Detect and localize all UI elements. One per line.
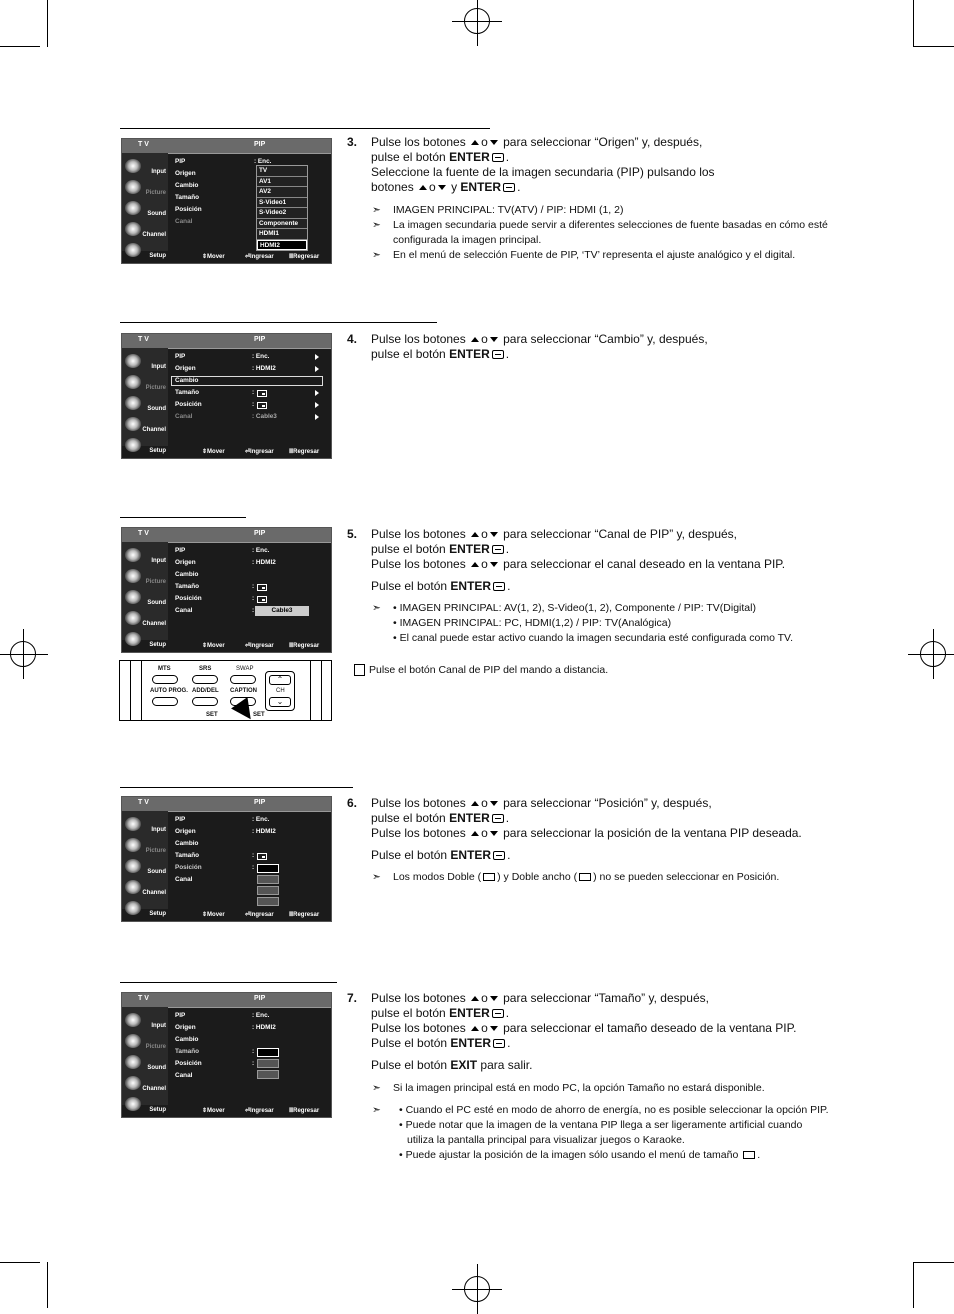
source-option[interactable]: S-Video1	[257, 198, 307, 209]
menu-header	[122, 528, 331, 543]
picture-icon	[125, 838, 141, 852]
tamano-value: :	[252, 852, 255, 859]
auto-prog-label: AUTO PROG.	[150, 688, 188, 694]
mts-label: MTS	[158, 666, 171, 672]
step-number: 7.	[347, 991, 358, 1005]
menu-item-pip[interactable]: PIP	[175, 547, 186, 554]
source-option[interactable]: HDMI1	[257, 229, 307, 240]
sound-icon	[125, 590, 141, 604]
category-channel[interactable]: Channel	[124, 1074, 168, 1094]
menu-item-pip[interactable]: PIP	[175, 353, 186, 360]
menu-item-pip[interactable]: PIP	[175, 158, 186, 165]
swap-label: SWAP	[236, 666, 254, 672]
source-option[interactable]: AV1	[257, 177, 307, 188]
section-rule	[120, 787, 353, 788]
down-arrow-icon	[490, 532, 498, 537]
picture-icon	[125, 569, 141, 583]
menu-footer	[168, 909, 331, 921]
down-arrow-icon	[490, 562, 498, 567]
crop-mark	[0, 46, 40, 47]
arrow-right-icon	[315, 390, 319, 396]
srs-button[interactable]	[192, 675, 218, 684]
up-arrow-icon	[471, 562, 479, 567]
up-arrow-icon	[471, 831, 479, 836]
pip-value: : Enc.	[252, 1012, 270, 1019]
remote-edge	[130, 661, 142, 720]
menu-item-pip[interactable]: PIP	[175, 816, 186, 823]
menu-item-tamano[interactable]: Tamaño	[175, 1048, 200, 1055]
footer-mover: ⇕Mover	[202, 643, 225, 649]
channel-icon	[125, 222, 141, 236]
footer-regresar: ⅢRegresar	[289, 254, 320, 260]
tv-menu-screen-tamano	[121, 992, 332, 1118]
menu-header	[122, 139, 331, 154]
step-7: 7. Pulse los botones o para seleccionar “Tamaño” y, después, pulse el botón ENTER . Pulse los botones o para seleccionar el tamaño deseado de la ventana PIP. Pulse el botón ENTER . Pulse el botón EXIT para salir.	[347, 991, 797, 1072]
tv-label: T V	[138, 995, 149, 1002]
enter-icon	[493, 582, 505, 591]
category-sound[interactable]: Sound	[124, 394, 168, 414]
setup-icon	[125, 901, 141, 915]
size-option-double[interactable]	[257, 1059, 279, 1068]
source-option[interactable]: TV	[257, 166, 307, 177]
srs-label: SRS	[199, 666, 212, 672]
note-7b: ➣ • Cuando el PC esté en modo de ahorro de energía, no es posible seleccionar la opción PIP. • Puede notar que la imagen de la ventana PIP llega a ser ligeramente artificial cuando utiliza la pantalla principal para visualizar juegos o Karaoke. • Puede ajustar la posición de la imagen sólo usando el menú de tamaño .	[372, 1104, 829, 1161]
picture-icon	[125, 1034, 141, 1048]
menu-item-cambio[interactable]: Cambio	[175, 377, 199, 384]
posicion-value: :	[252, 864, 255, 871]
category-channel[interactable]: Channel	[124, 609, 168, 629]
tamano-value: :	[252, 1048, 255, 1055]
crop-mark	[914, 1262, 954, 1263]
source-dropdown[interactable]	[256, 165, 308, 251]
tv-label: T V	[138, 799, 149, 806]
pip-value: : Enc.	[254, 158, 272, 165]
step-number: 4.	[347, 332, 358, 346]
arrow-right-icon	[315, 354, 319, 360]
size-option-double-wide[interactable]	[257, 1070, 279, 1079]
menu-item-posicion[interactable]: Posición	[175, 1060, 202, 1067]
note-marker-icon: ➣	[372, 249, 381, 261]
footer-ingresar: ⏎Ingresar	[245, 912, 274, 918]
menu-footer	[168, 640, 331, 652]
ch-label: CH	[276, 688, 285, 694]
category-channel[interactable]: Channel	[124, 220, 168, 240]
double-wide-mode-icon	[579, 873, 591, 881]
swap-button[interactable]	[230, 675, 256, 684]
footer-mover: ⇕Mover	[202, 912, 225, 918]
up-arrow-icon	[471, 996, 479, 1001]
note-marker-icon: ➣	[372, 219, 381, 231]
position-option[interactable]	[257, 875, 279, 884]
step-3: 3. Pulse los botones o para seleccionar “Origen” y, después, pulse el botón ENTER . Seleccione la fuente de la imagen secundaria (PIP) pulsando los botones o y ENTER .	[347, 135, 715, 194]
channel-icon	[125, 611, 141, 625]
menu-item-origen[interactable]: Origen	[175, 828, 196, 835]
category-setup[interactable]: Setup	[124, 630, 168, 650]
menu-header	[122, 797, 331, 812]
tv-label: T V	[138, 530, 149, 537]
menu-item-canal[interactable]: Canal	[175, 607, 193, 614]
picture-icon	[125, 180, 141, 194]
menu-item-pip[interactable]: PIP	[175, 1012, 186, 1019]
step-number: 6.	[347, 796, 358, 810]
size-small-icon	[743, 1151, 755, 1159]
channel-icon	[125, 417, 141, 431]
size-icon	[257, 853, 267, 860]
category-input[interactable]: Input	[124, 157, 168, 177]
setup-icon	[125, 632, 141, 646]
tv-menu-screen-cambio	[121, 333, 332, 459]
registration-mark-icon	[464, 1276, 490, 1302]
registration-mark-icon	[10, 641, 36, 667]
category-input[interactable]: Input	[124, 815, 168, 835]
up-arrow-icon	[471, 532, 479, 537]
tamano-value: :	[252, 583, 255, 590]
menu-item-tamano[interactable]: Tamaño	[175, 194, 200, 201]
tv-label: T V	[138, 141, 149, 148]
enter-icon	[492, 814, 504, 823]
ch-down-button[interactable]: ⌄	[269, 697, 291, 707]
menu-item-posicion[interactable]: Posición	[175, 864, 202, 871]
category-channel[interactable]: Channel	[124, 415, 168, 435]
setup-icon	[125, 438, 141, 452]
crop-mark	[47, 1262, 48, 1308]
menu-footer	[168, 1105, 331, 1117]
position-option-selected[interactable]	[257, 864, 279, 873]
setup-icon	[125, 1097, 141, 1111]
arrow-right-icon	[315, 366, 319, 372]
posicion-value: :	[252, 595, 255, 602]
enter-icon	[492, 545, 504, 554]
ch-up-button[interactable]: ⌃	[269, 675, 291, 685]
arrow-right-icon	[315, 402, 319, 408]
input-icon	[125, 1013, 141, 1027]
menu-item-canal[interactable]: Canal	[175, 218, 193, 225]
category-input[interactable]: Input	[124, 546, 168, 566]
channel-icon	[125, 1076, 141, 1090]
step-number: 3.	[347, 135, 358, 149]
enter-icon	[492, 1009, 504, 1018]
origen-value: : HDMI2	[252, 559, 276, 566]
category-sound[interactable]: Sound	[124, 199, 168, 219]
step-4: 4. Pulse los botones o para seleccionar “Cambio” y, después, pulse el botón ENTER .	[347, 332, 708, 361]
category-picture[interactable]: Picture	[124, 1032, 168, 1052]
menu-sidebar	[122, 153, 168, 259]
position-option[interactable]	[257, 897, 279, 906]
enter-icon	[493, 851, 505, 860]
footer-ingresar: ⏎Ingresar	[245, 1108, 274, 1114]
category-sound[interactable]: Sound	[124, 857, 168, 877]
add-del-button[interactable]	[192, 697, 218, 706]
canal-value: : Cable3	[252, 413, 277, 420]
channel-icon	[125, 880, 141, 894]
note-marker-icon: ➣	[372, 871, 381, 883]
menu-header	[122, 334, 331, 349]
double-mode-icon	[483, 873, 495, 881]
up-arrow-icon	[419, 185, 427, 190]
pip-value: : Enc.	[252, 547, 270, 554]
channel-box[interactable]: Cable3	[255, 606, 309, 616]
crop-mark	[47, 0, 48, 47]
menu-item-tamano[interactable]: Tamaño	[175, 583, 200, 590]
menu-item-origen[interactable]: Origen	[175, 1024, 196, 1031]
up-arrow-icon	[471, 337, 479, 342]
menu-item-tamano[interactable]: Tamaño	[175, 852, 200, 859]
enter-icon	[503, 183, 515, 192]
menu-title: PIP	[254, 530, 266, 537]
tv-menu-screen-canal	[121, 527, 332, 653]
footer-regresar: ⅢRegresar	[289, 1108, 320, 1114]
down-arrow-icon	[490, 801, 498, 806]
category-picture[interactable]: Picture	[124, 373, 168, 393]
menu-footer	[168, 251, 331, 263]
menu-item-cambio[interactable]: Cambio	[175, 571, 199, 578]
menu-item-origen[interactable]: Origen	[175, 559, 196, 566]
footer-mover: ⇕Mover	[202, 1108, 225, 1114]
footer-mover: ⇕Mover	[202, 449, 225, 455]
arrow-right-icon	[315, 414, 319, 420]
setup-icon	[125, 243, 141, 257]
caption-label: CAPTION	[230, 688, 257, 694]
tamano-value: :	[252, 389, 255, 396]
registration-mark-icon	[920, 641, 946, 667]
section-rule	[120, 982, 337, 983]
set-label: SET	[253, 712, 265, 718]
picture-icon	[125, 375, 141, 389]
enter-icon	[492, 350, 504, 359]
category-channel[interactable]: Channel	[124, 878, 168, 898]
down-arrow-icon	[438, 185, 446, 190]
menu-sidebar	[122, 542, 168, 648]
pip-value: : Enc.	[252, 353, 270, 360]
footer-ingresar: ⏎Ingresar	[245, 643, 274, 649]
section-rule	[120, 517, 246, 518]
menu-item-tamano[interactable]: Tamaño	[175, 389, 200, 396]
step-number: 5.	[347, 527, 358, 541]
set-label: SET	[206, 712, 218, 718]
source-option[interactable]: Componente	[257, 219, 307, 230]
step-5: 5. Pulse los botones o para seleccionar “Canal de PIP” y, después, pulse el botón ENTER . Pulse los botones o para seleccionar el canal deseado en la ventana PIP. Pulse el botón ENTER .	[347, 527, 786, 593]
sound-icon	[125, 201, 141, 215]
remote-hand-icon	[354, 664, 365, 676]
menu-title: PIP	[254, 141, 266, 148]
crop-mark	[0, 1262, 40, 1263]
input-icon	[125, 354, 141, 368]
menu-sidebar	[122, 1007, 168, 1113]
category-setup[interactable]: Setup	[124, 241, 168, 261]
input-icon	[125, 817, 141, 831]
source-option-selected[interactable]: HDMI2	[257, 240, 307, 251]
menu-item-posicion[interactable]: Posición	[175, 206, 202, 213]
sound-icon	[125, 1055, 141, 1069]
menu-title: PIP	[254, 799, 266, 806]
menu-header	[122, 993, 331, 1008]
auto-prog-button[interactable]	[152, 697, 178, 706]
input-icon	[125, 159, 141, 173]
size-option-selected[interactable]	[257, 1048, 279, 1057]
menu-sidebar	[122, 348, 168, 454]
position-option[interactable]	[257, 886, 279, 895]
input-icon	[125, 548, 141, 562]
menu-sidebar	[122, 811, 168, 917]
enter-icon	[492, 153, 504, 162]
note-5: ➣ • IMAGEN PRINCIPAL: AV(1, 2), S-Video(1, 2), Componente / PIP: TV(Digital) • IMAGEN PRINCIPAL: PC, HDMI(1,2) / PIP: TV(Analógica) • El canal puede estar activo cuando la imagen secundaria esté configurada como TV.	[372, 602, 794, 644]
section-rule	[120, 322, 437, 323]
sound-icon	[125, 859, 141, 873]
note-7a: ➣ Si la imagen principal está en modo PC, la opción Tamaño no estará disponible.	[372, 1082, 765, 1094]
position-icon	[257, 596, 267, 603]
crop-mark	[913, 0, 914, 47]
remote-edge	[310, 661, 322, 720]
category-sound[interactable]: Sound	[124, 588, 168, 608]
up-arrow-icon	[471, 1026, 479, 1031]
menu-item-canal[interactable]: Canal	[175, 413, 193, 420]
footer-regresar: ⅢRegresar	[289, 449, 320, 455]
category-picture[interactable]: Picture	[124, 836, 168, 856]
footer-regresar: ⅢRegresar	[289, 912, 320, 918]
source-option[interactable]: AV2	[257, 187, 307, 198]
footer-regresar: ⅢRegresar	[289, 643, 320, 649]
down-arrow-icon	[490, 996, 498, 1001]
category-setup[interactable]: Setup	[124, 436, 168, 456]
mts-button[interactable]	[152, 675, 178, 684]
canal-value: :	[252, 607, 255, 614]
footer-ingresar: ⏎Ingresar	[245, 449, 274, 455]
note-3c: ➣ En el menú de selección Fuente de PIP, ‘TV’ representa el ajuste analógico y el digital.	[372, 249, 796, 261]
up-arrow-icon	[471, 140, 479, 145]
tv-menu-screen-posicion	[121, 796, 332, 922]
menu-title: PIP	[254, 995, 266, 1002]
up-arrow-icon	[471, 801, 479, 806]
pip-value: : Enc.	[252, 816, 270, 823]
menu-item-posicion[interactable]: Posición	[175, 401, 202, 408]
note-marker-icon: ➣	[372, 1082, 381, 1094]
crop-mark	[914, 46, 954, 47]
menu-item-posicion[interactable]: Posición	[175, 595, 202, 602]
registration-mark-icon	[464, 8, 490, 34]
origen-value: : HDMI2	[252, 1024, 276, 1031]
category-sound[interactable]: Sound	[124, 1053, 168, 1073]
tv-label: T V	[138, 336, 149, 343]
category-input[interactable]: Input	[124, 1011, 168, 1031]
down-arrow-icon	[490, 337, 498, 342]
remote-note: Pulse el botón Canal de PIP del mando a distancia.	[354, 663, 832, 678]
category-setup[interactable]: Setup	[124, 1095, 168, 1115]
crop-mark	[913, 1262, 914, 1308]
note-marker-icon: ➣	[372, 204, 381, 216]
add-del-label: ADD/DEL	[192, 688, 219, 694]
tv-menu-screen-origen	[121, 138, 332, 264]
down-arrow-icon	[490, 831, 498, 836]
down-arrow-icon	[490, 1026, 498, 1031]
position-icon	[257, 402, 267, 409]
source-option[interactable]: S-Video2	[257, 208, 307, 219]
footer-mover: ⇕Mover	[202, 254, 225, 260]
menu-item-cambio[interactable]: Cambio	[175, 182, 199, 189]
menu-item-origen[interactable]: Origen	[175, 170, 196, 177]
footer-ingresar: ⏎Ingresar	[245, 254, 274, 260]
note-marker-icon: ➣	[372, 1104, 381, 1116]
size-icon	[257, 584, 267, 591]
category-input[interactable]: Input	[124, 352, 168, 372]
menu-item-origen[interactable]: Origen	[175, 365, 196, 372]
posicion-value: :	[252, 401, 255, 408]
note-marker-icon: ➣	[372, 602, 381, 614]
section-rule	[120, 128, 490, 129]
step-6: 6. Pulse los botones o para seleccionar “Posición” y, después, pulse el botón ENTER . Pulse los botones o para seleccionar la posición de la ventana PIP deseada. Pulse el botón ENTER .	[347, 796, 802, 862]
menu-item-canal[interactable]: Canal	[175, 876, 193, 883]
origen-value: : HDMI2	[252, 828, 276, 835]
note-6: ➣ Los modos Doble ( ) y Doble ancho ( ) no se pueden seleccionar en Posición.	[372, 871, 780, 883]
menu-footer	[168, 446, 331, 458]
menu-title: PIP	[254, 336, 266, 343]
sound-icon	[125, 396, 141, 410]
origen-value: : HDMI2	[252, 365, 276, 372]
remote-control-illustration	[119, 660, 332, 721]
category-picture[interactable]: Picture	[124, 178, 168, 198]
menu-item-cambio[interactable]: Cambio	[175, 1036, 199, 1043]
category-picture[interactable]: Picture	[124, 567, 168, 587]
note-3a: ➣ IMAGEN PRINCIPAL: TV(ATV) / PIP: HDMI (1, 2)	[372, 204, 624, 216]
size-icon	[257, 390, 267, 397]
category-setup[interactable]: Setup	[124, 899, 168, 919]
enter-icon	[493, 1039, 505, 1048]
menu-item-canal[interactable]: Canal	[175, 1072, 193, 1079]
menu-item-cambio[interactable]: Cambio	[175, 840, 199, 847]
down-arrow-icon	[490, 140, 498, 145]
note-3b: ➣ La imagen secundaria puede servir a diferentes selecciones de fuente basadas en cómo esté configurada la imagen principal.	[372, 219, 828, 246]
posicion-value: :	[252, 1060, 255, 1067]
